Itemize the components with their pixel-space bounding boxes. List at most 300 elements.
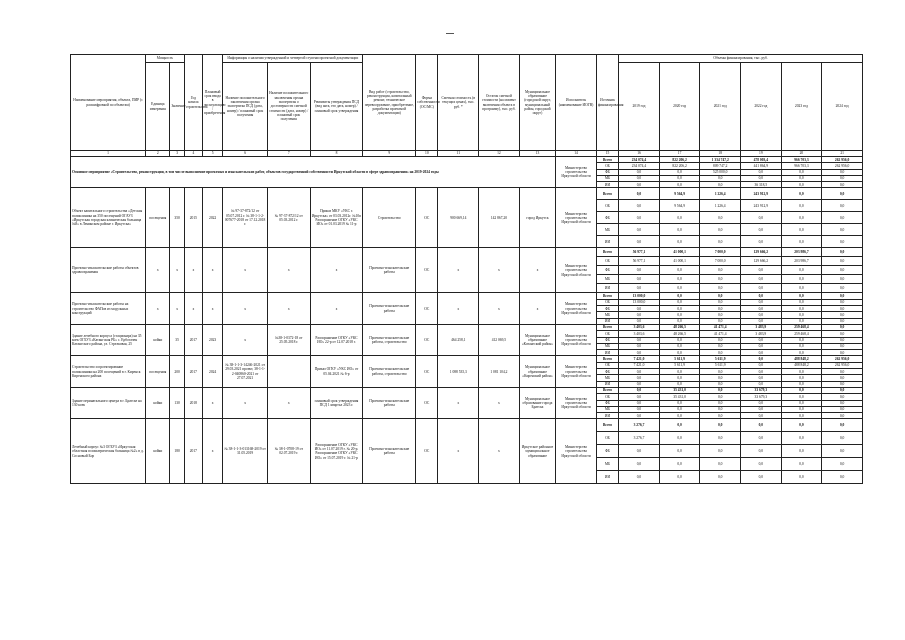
amount-cell: 13 000,0 [619, 299, 660, 305]
column-number: 5 [202, 151, 222, 157]
amount-cell: 0,0 [822, 293, 863, 299]
expert-cell: х [223, 248, 268, 293]
year-start-cell: 2018 [184, 387, 202, 418]
balance-cell: 142 867,20 [479, 188, 520, 248]
object-name: Строительство и проектирование поликлиники на 200 посещений в г. Киренск Киренского района [71, 356, 146, 387]
amount-cell: 48 266,5 [659, 331, 700, 337]
amount-cell: 5 611,9 [659, 356, 700, 362]
value-cell: 350 [170, 188, 184, 248]
amount-cell: 0,0 [741, 312, 782, 318]
source-cell: ИИ [596, 284, 618, 293]
amount-cell: 3 276,7 [619, 419, 660, 432]
amount-cell: 0,0 [822, 266, 863, 275]
amount-cell: 0,0 [700, 299, 741, 305]
psd-cell: х [310, 248, 363, 293]
amount-cell: 0,0 [741, 266, 782, 275]
source-cell: МБ [596, 275, 618, 284]
expert-cell: № 97-37-872/12 от 05.07.2012 г. № 38-1-1-2-007677-2018 от 17.12.2018 г. [223, 188, 268, 248]
amount-cell: 0,0 [822, 169, 863, 175]
source-cell: ФБ [596, 445, 618, 458]
amount-cell: 0,0 [619, 343, 660, 349]
amount-cell: 0,0 [659, 312, 700, 318]
amount-cell: 0,0 [781, 266, 822, 275]
executor-cell: Министерство строительства Иркутской области [556, 188, 597, 248]
unit-cell: койки [146, 419, 170, 484]
amount-cell: 0,0 [619, 169, 660, 175]
year-plan-cell: 2022 [202, 188, 222, 248]
amount-cell: 0,0 [822, 394, 863, 400]
year-plan-cell: 2023 [202, 324, 222, 355]
unit-cell: посещения [146, 188, 170, 248]
source-cell: Всего [596, 324, 618, 330]
amount-cell: 0,0 [659, 369, 700, 375]
amount-cell: 203 986,7 [781, 248, 822, 257]
expert-cell: х [223, 324, 268, 355]
amount-cell: 0,0 [619, 312, 660, 318]
amount-cell: 0,0 [741, 284, 782, 293]
municipal-cell: Муниципальное образование города Братска [519, 387, 556, 418]
amount-cell: 0,0 [659, 224, 700, 236]
column-number: 3 [170, 151, 184, 157]
amount-cell: 0,0 [741, 458, 782, 471]
amount-cell: 0,0 [781, 312, 822, 318]
amount-cell: 7 421,0 [619, 356, 660, 362]
executor-cell: Министерство строительства Иркутской области [556, 157, 597, 188]
cost-check-cell: х [267, 387, 310, 418]
amount-cell: 0,0 [781, 212, 822, 224]
source-cell: Всего [596, 188, 618, 200]
amount-cell: 0,0 [741, 293, 782, 299]
cost-check-cell: х [267, 248, 310, 293]
year-start-cell: 2017 [184, 419, 202, 484]
amount-cell: 0,0 [741, 350, 782, 356]
amount-cell: 0,0 [659, 293, 700, 299]
amount-cell: 0,0 [700, 413, 741, 419]
amount-cell: 0,0 [781, 299, 822, 305]
ownership-cell: ОС [416, 356, 438, 387]
amount-cell: 0,0 [700, 387, 741, 393]
unit-cell: койки [146, 324, 170, 355]
source-cell: Всего [596, 293, 618, 299]
cost-check-cell: № 38-1-0708-19 от 02.07.2019 г. [267, 419, 310, 484]
amount-cell: 0,0 [700, 337, 741, 343]
year-plan-cell: х [202, 387, 222, 418]
amount-cell: 0,0 [619, 375, 660, 381]
amount-cell: 0,0 [700, 212, 741, 224]
amount-cell: 0,0 [619, 266, 660, 275]
source-cell: ОБ [596, 362, 618, 368]
amount-cell: 0,0 [659, 400, 700, 406]
municipal-cell: х [519, 248, 556, 293]
amount-cell: 1 334 747,2 [700, 157, 741, 163]
executor-cell: Министерство строительства Иркутской области [556, 324, 597, 355]
amount-cell: 7 000,0 [700, 257, 741, 266]
amount-cell: 0,0 [659, 381, 700, 387]
amount-cell: 0,0 [781, 224, 822, 236]
hdr-info-group: Информация о наличии утвержденной и четвертой ступени проектной документации [223, 55, 363, 63]
amount-cell: 0,0 [822, 188, 863, 200]
amount-cell: 0,0 [700, 381, 741, 387]
amount-cell: 0,0 [781, 236, 822, 248]
amount-cell: 0,0 [781, 458, 822, 471]
value-cell: х [170, 293, 184, 324]
amount-cell: 41 471,4 [700, 331, 741, 337]
source-cell: МБ [596, 312, 618, 318]
amount-cell: 0,0 [781, 337, 822, 343]
cost-cell: х [438, 419, 479, 484]
amount-cell: 0,0 [822, 299, 863, 305]
amount-cell: 1 226,4 [700, 200, 741, 212]
amount-cell: 525 000,0 [700, 169, 741, 175]
source-cell: ОБ [596, 331, 618, 337]
amount-cell: 0,0 [700, 400, 741, 406]
object-name: Лечебный корпус №3 ОГБУЗ «Иркутская областная психиатрическая больница №2» в д. Сосновый Бор [71, 419, 146, 484]
column-number: 13 [519, 151, 556, 157]
source-cell: ОБ [596, 394, 618, 400]
amount-cell: 41 000,1 [659, 257, 700, 266]
amount-cell: 478 003,4 [741, 157, 782, 163]
column-number: 9 [363, 151, 416, 157]
amount-cell: 0,0 [781, 406, 822, 412]
source-cell: ОБ [596, 163, 618, 169]
amount-cell: 0,0 [741, 299, 782, 305]
amount-cell: 0,0 [619, 175, 660, 181]
amount-cell: 0,0 [822, 337, 863, 343]
amount-cell: 0,0 [781, 400, 822, 406]
municipal-cell: Иркутское районное муниципальное образование [519, 419, 556, 484]
amount-cell: 0,0 [700, 224, 741, 236]
amount-cell: 5 611,9 [659, 362, 700, 368]
hdr-cost: Сметная стоимость (в текущих ценах), тыс. руб. * [438, 55, 479, 151]
ownership-cell: ОС [416, 324, 438, 355]
amount-cell: 0,0 [659, 432, 700, 445]
amount-cell: 0,0 [822, 406, 863, 412]
expert-cell: х [223, 387, 268, 418]
amount-cell: 0,0 [619, 284, 660, 293]
amount-cell: 5 611,9 [700, 362, 741, 368]
work-type-cell: Проектно-изыскательские работы [363, 293, 416, 324]
amount-cell: 0,0 [822, 400, 863, 406]
amount-cell: 0,0 [822, 257, 863, 266]
amount-cell: 0,0 [822, 182, 863, 188]
amount-cell: 0,0 [822, 324, 863, 330]
balance-cell: 1 081 104,2 [479, 356, 520, 387]
amount-cell: 0,0 [700, 445, 741, 458]
amount-cell: 56 977,1 [619, 248, 660, 257]
amount-cell: 0,0 [822, 432, 863, 445]
amount-cell: 0,0 [741, 445, 782, 458]
work-type-cell: Строительство [363, 188, 416, 248]
amount-cell: 0,0 [659, 318, 700, 324]
source-cell: ФБ [596, 337, 618, 343]
column-number: 14 [556, 151, 597, 157]
amount-cell: 0,0 [741, 406, 782, 412]
hdr-expert: Наличие положительного заключения органа экспертизы ПСД (дата, номер) / плановый срок получения [223, 63, 268, 151]
cost-check-cell: х [267, 293, 310, 324]
hdr-cost-check: Наличие положительного заключения органа экспертизы о достоверности сметной стоимости (дата, номер) / плановый срок получения [267, 63, 310, 151]
amount-cell: 0,0 [822, 224, 863, 236]
source-cell: МБ [596, 406, 618, 412]
amount-cell: 0,0 [700, 369, 741, 375]
amount-cell: 0,0 [822, 318, 863, 324]
unit-cell: х [146, 248, 170, 293]
amount-cell: 0,0 [619, 471, 660, 484]
cost-cell: х [438, 293, 479, 324]
cost-cell: х [438, 248, 479, 293]
amount-cell: 0,0 [619, 236, 660, 248]
amount-cell: 0,0 [781, 350, 822, 356]
amount-cell: 0,0 [822, 331, 863, 337]
amount-cell: 0,0 [822, 413, 863, 419]
amount-cell: 0,0 [659, 284, 700, 293]
amount-cell: 0,0 [781, 200, 822, 212]
amount-cell: 0,0 [781, 284, 822, 293]
amount-cell: 0,0 [619, 406, 660, 412]
amount-cell: 0,0 [822, 212, 863, 224]
year-start-cell: х [184, 248, 202, 293]
column-number: 2 [146, 151, 170, 157]
amount-cell: 0,0 [619, 369, 660, 375]
source-cell: Всего [596, 419, 618, 432]
cost-check-cell: №38-1-0372-18 от 25.05.2018 г. [267, 324, 310, 355]
amount-cell: 0,0 [822, 306, 863, 312]
work-type-cell: Проектно-изыскательские работы [363, 419, 416, 484]
amount-cell: 243 912,9 [741, 188, 782, 200]
column-number: 7 [267, 151, 310, 157]
municipal-cell: х [519, 293, 556, 324]
amount-cell: 822 206,2 [659, 157, 700, 163]
amount-cell: 35 431,0 [659, 394, 700, 400]
cost-check-cell: № 97-37-872/12 от 05.03.2012 г. [267, 188, 310, 248]
amount-cell: 56 977,1 [619, 257, 660, 266]
amount-cell: 0,0 [619, 212, 660, 224]
amount-cell: 0,0 [619, 387, 660, 393]
hdr-source: Источник финансирования [596, 55, 618, 151]
amount-cell: 0,0 [781, 306, 822, 312]
psd-cell: Приказ ОГКУ «УКС ИО» от 05.04.2021 № 6-р [310, 356, 363, 387]
hdr-year-2021: 2021 год [700, 63, 741, 151]
balance-cell: х [479, 248, 520, 293]
amount-cell: 0,0 [741, 169, 782, 175]
amount-cell: 0,0 [700, 275, 741, 284]
executor-cell: Министерство строительства Иркутской области [556, 356, 597, 387]
amount-cell: 0,0 [619, 400, 660, 406]
cost-cell: 464 258,1 [438, 324, 479, 355]
table-body [71, 157, 863, 484]
amount-cell: 0,0 [741, 375, 782, 381]
executor-cell: Министерство строительства Иркутской области [556, 248, 597, 293]
column-number: 12 [479, 151, 520, 157]
amount-cell: 0,0 [700, 432, 741, 445]
table-row [71, 248, 863, 257]
amount-cell: 0,0 [619, 458, 660, 471]
amount-cell: 13 000,0 [619, 293, 660, 299]
source-cell: ФБ [596, 306, 618, 312]
amount-cell: 0,0 [741, 343, 782, 349]
amount-cell: 0,0 [822, 175, 863, 181]
amount-cell: 0,0 [741, 224, 782, 236]
amount-cell: 0,0 [822, 275, 863, 284]
amount-cell: 33 679,3 [741, 387, 782, 393]
column-number: 17 [659, 151, 700, 157]
amount-cell: 0,0 [822, 381, 863, 387]
hdr-work-type: Вид работ (строительство, реконструкция, капитальный ремонт, техническое перевооружение, приобретение, разработка проектной документации) [363, 55, 416, 151]
balance-cell: х [479, 293, 520, 324]
hdr-year-2024: 2024 год [822, 63, 863, 151]
amount-cell: 0,0 [741, 413, 782, 419]
ownership-cell: ОС [416, 293, 438, 324]
source-cell: ФБ [596, 266, 618, 275]
amount-cell: 0,0 [659, 266, 700, 275]
cost-check-cell [267, 356, 310, 387]
amount-cell: 0,0 [741, 275, 782, 284]
amount-cell: 0,0 [659, 337, 700, 343]
amount-cell: 0,0 [822, 236, 863, 248]
work-type-cell: Проектно-изыскательские работы, строительство [363, 356, 416, 387]
amount-cell: 0,0 [741, 381, 782, 387]
psd-cell: х [310, 293, 363, 324]
amount-cell: 0,0 [700, 471, 741, 484]
work-type-cell: Проектно-изыскательские работы, строительство [363, 324, 416, 355]
amount-cell: 0,0 [619, 200, 660, 212]
amount-cell: 0,0 [822, 312, 863, 318]
column-number: 18 [700, 151, 741, 157]
year-start-cell: х [184, 293, 202, 324]
amount-cell: 0,0 [741, 212, 782, 224]
hdr-year-2019: 2019 год [619, 63, 660, 151]
amount-cell: 0,0 [781, 432, 822, 445]
hdr-municipal: Муниципальное образование (городской округ, муниципальный район, городской округ) [519, 55, 556, 151]
amount-cell: 9 564,9 [659, 200, 700, 212]
amount-cell: 234 074,4 [619, 157, 660, 163]
column-number: 8 [310, 151, 363, 157]
amount-cell: 0,0 [700, 350, 741, 356]
amount-cell: 243 912,9 [741, 200, 782, 212]
amount-cell: 0,0 [741, 175, 782, 181]
cost-cell: 900 669,14 [438, 188, 479, 248]
value-cell: 200 [170, 356, 184, 387]
hdr-name: Наименование мероприятия, объекта, ПИР (с расшифровкой по объектам) [71, 55, 146, 151]
balance-cell: 412 069,5 [479, 324, 520, 355]
amount-cell: 809 747,2 [700, 163, 741, 169]
amount-cell: 0,0 [781, 445, 822, 458]
amount-cell: 48 266,5 [659, 324, 700, 330]
psd-cell: плановый срок утверждения ПСД 1 квартал 2023 г. [310, 387, 363, 418]
ownership-cell: ОС [416, 419, 438, 484]
amount-cell: 0,0 [700, 266, 741, 275]
municipal-cell: город Иркутск [519, 188, 556, 248]
amount-cell: 0,0 [619, 318, 660, 324]
amount-cell: 0,0 [659, 413, 700, 419]
amount-cell: 3 483,9 [741, 324, 782, 330]
source-cell: ОБ [596, 432, 618, 445]
amount-cell: 0,0 [822, 387, 863, 393]
amount-cell: 0,0 [822, 350, 863, 356]
fold-mark [446, 33, 454, 36]
amount-cell: 0,0 [781, 343, 822, 349]
amount-cell: 0,0 [700, 182, 741, 188]
amount-cell: 0,0 [700, 375, 741, 381]
hdr-funding: Объемы финансирования, тыс. руб. [619, 55, 863, 63]
amount-cell: 7 000,0 [700, 248, 741, 257]
amount-cell: 0,0 [619, 350, 660, 356]
amount-cell: 0,0 [619, 413, 660, 419]
amount-cell: 0,0 [619, 394, 660, 400]
column-number: 19 [741, 151, 782, 157]
balance-cell: х [479, 419, 520, 484]
amount-cell: 0,0 [822, 284, 863, 293]
unit-cell: посещения [146, 356, 170, 387]
amount-cell: 0,0 [781, 188, 822, 200]
amount-cell: 0,0 [741, 419, 782, 432]
hdr-moshchnost: Мощность [146, 55, 185, 63]
column-number: 11 [438, 151, 479, 157]
amount-cell: 0,0 [700, 312, 741, 318]
year-plan-cell: 2024 [202, 356, 222, 387]
amount-cell: 0,0 [659, 458, 700, 471]
amount-cell: 0,0 [781, 419, 822, 432]
amount-cell: 262 956,0 [822, 157, 863, 163]
cost-cell: 1 088 535,3 [438, 356, 479, 387]
value-cell: 180 [170, 419, 184, 484]
amount-cell: 0,0 [659, 299, 700, 305]
amount-cell: 0,0 [741, 306, 782, 312]
amount-cell: 0,0 [781, 169, 822, 175]
column-number: 16 [619, 151, 660, 157]
year-plan-cell: х [202, 419, 222, 484]
expert-cell: х [223, 293, 268, 324]
amount-cell: 41 471,4 [700, 324, 741, 330]
hdr-balance: Остаток сметной стоимости (на момент включения объекта в программу), тыс. руб. [479, 55, 520, 151]
source-cell: Всего [596, 356, 618, 362]
source-cell: Всего [596, 157, 618, 163]
amount-cell: 0,0 [822, 419, 863, 432]
amount-cell: 0,0 [741, 471, 782, 484]
object-name: Проектно-изыскательские работы объектов здравоохранения [71, 248, 146, 293]
source-cell: МБ [596, 224, 618, 236]
source-cell: Всего [596, 387, 618, 393]
hdr-ownership: Форма собственности (ОС/МС) [416, 55, 438, 151]
amount-cell: 259 468,4 [781, 324, 822, 330]
amount-cell: 0,0 [659, 275, 700, 284]
amount-cell: 1 226,4 [700, 188, 741, 200]
hdr-psd: Реквизиты утверждения ПСД (вид акта, его дата, номер) / плановый срок утверждения [310, 63, 363, 151]
municipal-cell: Муниципальное образование «Катангский район» [519, 324, 556, 355]
amount-cell: 0,0 [619, 188, 660, 200]
work-type-cell: Проектно-изыскательские работы [363, 387, 416, 418]
main-event-title: Основное мероприятие «Строительство, реконструкция, в том числе выполнение проектных и изыскательских работ, объектов государственной собственности Иркутской области в сфере здравоохранения» на 2019-2024 годы [71, 157, 556, 188]
amount-cell: 129 666,2 [741, 257, 782, 266]
amount-cell: 0,0 [619, 445, 660, 458]
amount-cell: 3 403,6 [619, 331, 660, 337]
amount-cell: 36 318,5 [741, 182, 782, 188]
amount-cell: 0,0 [659, 350, 700, 356]
value-cell: 35 [170, 324, 184, 355]
amount-cell: 0,0 [822, 248, 863, 257]
amount-cell: 0,0 [822, 200, 863, 212]
amount-cell: 0,0 [659, 343, 700, 349]
amount-cell: 0,0 [700, 284, 741, 293]
amount-cell: 0,0 [822, 369, 863, 375]
amount-cell: 262 956,0 [822, 163, 863, 169]
column-number: 6 [223, 151, 268, 157]
amount-cell: 41 000,1 [659, 248, 700, 257]
amount-cell: 0,0 [619, 275, 660, 284]
source-cell: ФБ [596, 169, 618, 175]
source-cell: ИИ [596, 350, 618, 356]
amount-cell: 35 431,0 [659, 387, 700, 393]
amount-cell: 0,0 [659, 182, 700, 188]
